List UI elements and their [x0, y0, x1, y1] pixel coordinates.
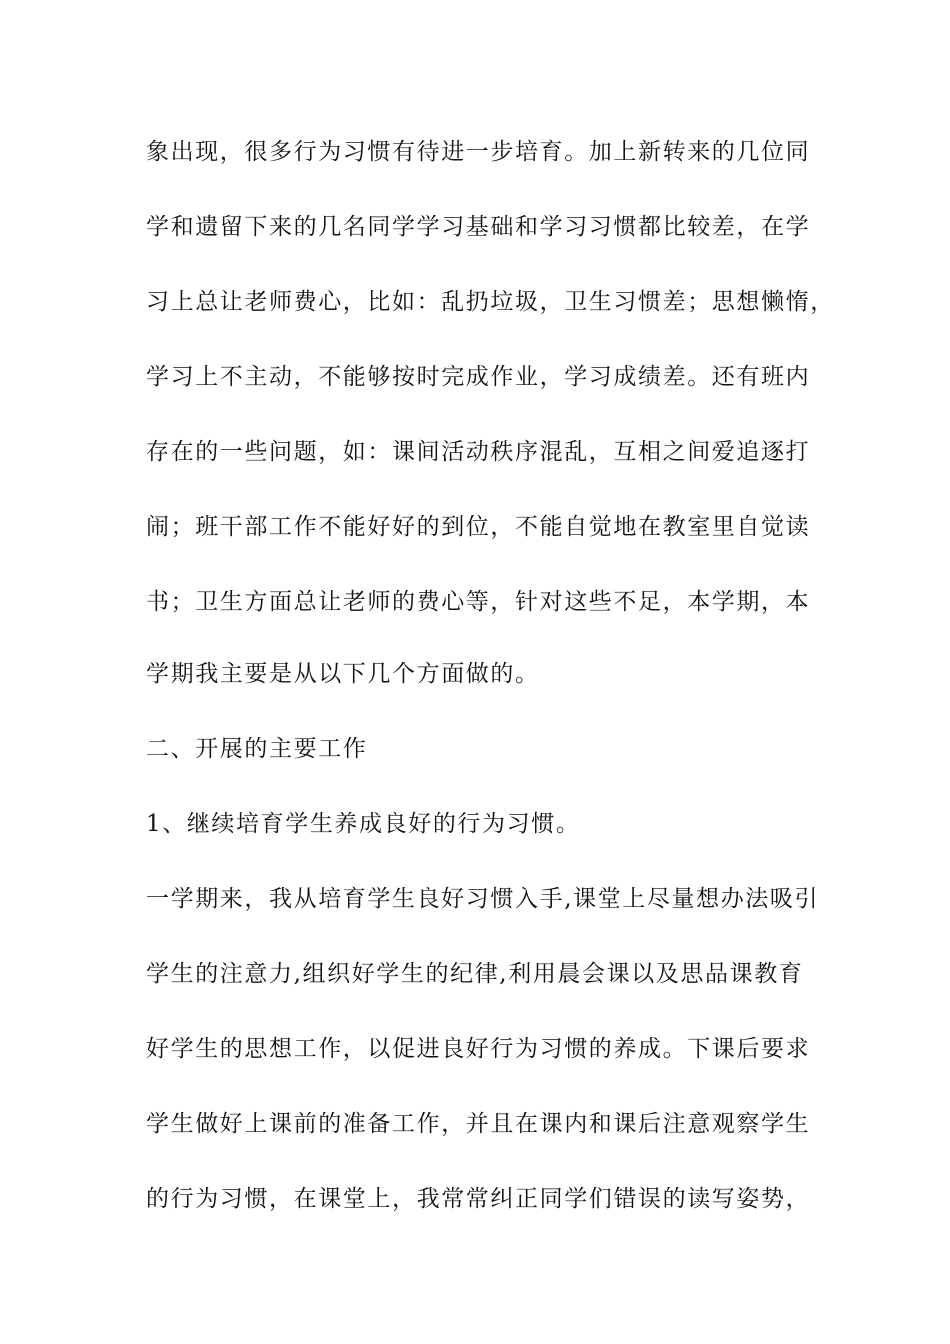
paragraph-2-line-3: 好学生的思想工作，以促进良好行为习惯的养成。下课后要求 — [146, 1036, 811, 1062]
paragraph-1-line-2: 学和遗留下来的几名同学学习基础和学习习惯都比较差，在学 — [146, 214, 811, 240]
section-heading: 二、开展的主要工作 — [146, 736, 368, 762]
paragraph-1-line-8: 学期我主要是从以下几个方面做的。 — [146, 661, 540, 687]
paragraph-1-line-6: 闹；班干部工作不能好好的到位，不能自觉地在教室里自觉读 — [146, 514, 811, 540]
paragraph-1-line-5: 存在的一些问题，如：课间活动秩序混乱，互相之间爱追逐打 — [146, 439, 811, 465]
paragraph-2-line-1: 一学期来，我从培育学生良好习惯入手,课堂上尽量想办法吸引 — [146, 886, 820, 912]
subsection-heading: 1、继续培育学生养成良好的行为习惯。 — [146, 811, 581, 837]
paragraph-1-line-4: 学习上不主动，不能够按时完成作业，学习成绩差。还有班内 — [146, 364, 811, 390]
paragraph-1-line-1: 象出现，很多行为习惯有待进一步培育。加上新转来的几位同 — [146, 139, 811, 165]
paragraph-2-line-5: 的行为习惯，在课堂上，我常常纠正同学们错误的读写姿势， — [146, 1186, 811, 1212]
paragraph-2-line-4: 学生做好上课前的准备工作，并且在课内和课后注意观察学生 — [146, 1111, 811, 1137]
paragraph-1-line-3: 习上总让老师费心，比如：乱扔垃圾，卫生习惯差；思想懒惰， — [146, 289, 835, 315]
paragraph-2-line-2: 学生的注意力,组织好学生的纪律,利用晨会课以及思品课教育 — [146, 961, 804, 987]
paragraph-1-line-7: 书；卫生方面总让老师的费心等，针对这些不足，本学期，本 — [146, 589, 811, 615]
